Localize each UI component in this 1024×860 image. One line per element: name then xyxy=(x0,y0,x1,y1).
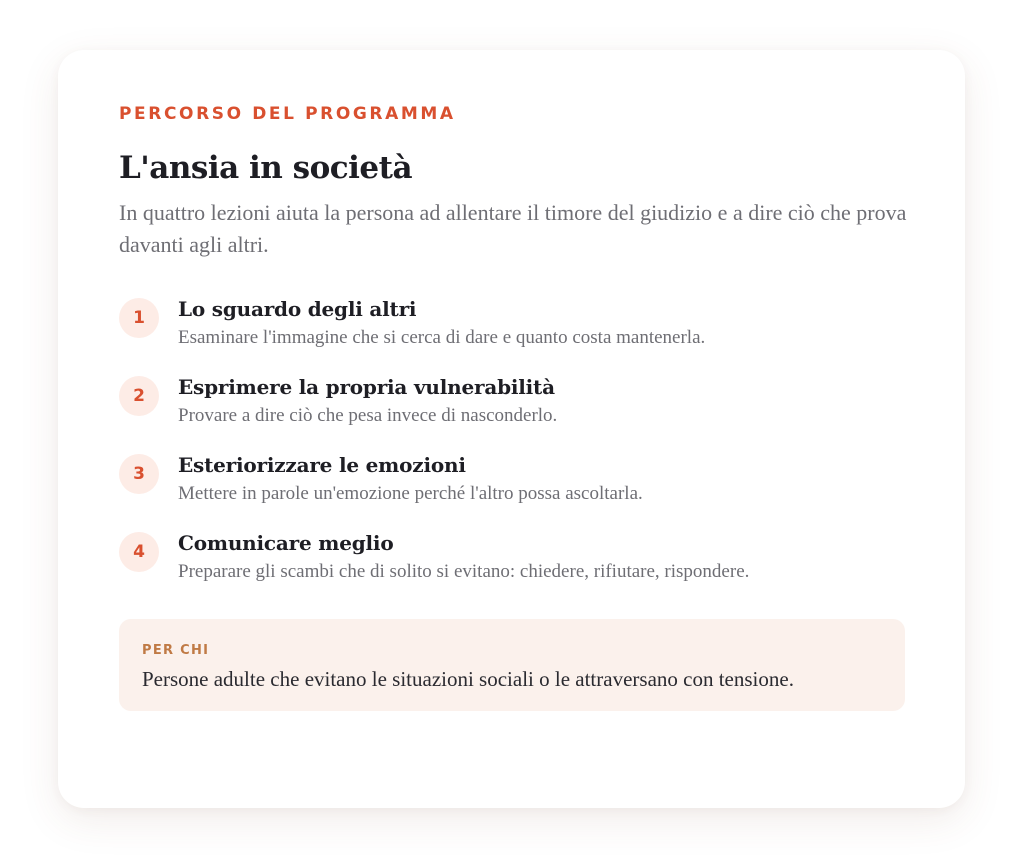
lesson-title: Esteriorizzare le emozioni xyxy=(178,453,466,477)
lesson-description: Preparare gli scambi che di solito si evitano: chiedere, rifiutare, rispondere. xyxy=(178,561,750,582)
lesson-item xyxy=(119,372,904,450)
lesson-item xyxy=(119,294,904,372)
step-number-badge: 3 xyxy=(119,454,159,494)
page-title: L'ansia in società xyxy=(119,150,413,186)
lesson-title: Lo sguardo degli altri xyxy=(178,297,417,321)
lesson-body xyxy=(178,450,643,506)
program-intro: In quattro lezioni aiuta la persona ad allentare il timore del giudizio e a dire ciò che prova davanti agli altri. xyxy=(119,200,907,257)
lesson-item xyxy=(119,528,904,606)
step-number-badge: 1 xyxy=(119,298,159,338)
audience-box xyxy=(119,619,905,711)
lesson-description: Esaminare l'immagine che si cerca di dare e quanto costa mantenerla. xyxy=(178,327,706,348)
lesson-item xyxy=(119,450,904,528)
lesson-description: Mettere in parole un'emozione perché l'altro possa ascoltarla. xyxy=(178,483,643,504)
step-number-badge: 2 xyxy=(119,376,159,416)
lesson-body xyxy=(178,372,557,428)
audience-text: Persone adulte che evitano le situazioni sociali o le attraversano con tensione. xyxy=(142,667,794,691)
lesson-body xyxy=(178,294,705,350)
program-eyebrow: PERCORSO DEL PROGRAMMA xyxy=(119,104,456,124)
program-card xyxy=(58,50,965,808)
audience-label: PER CHI xyxy=(142,643,210,658)
lesson-description: Provare a dire ciò che pesa invece di nasconderlo. xyxy=(178,405,558,426)
lesson-body xyxy=(178,528,749,584)
lesson-title: Comunicare meglio xyxy=(178,531,394,555)
lesson-list xyxy=(119,294,904,606)
lesson-title: Esprimere la propria vulnerabilità xyxy=(178,375,555,399)
step-number-badge: 4 xyxy=(119,532,159,572)
